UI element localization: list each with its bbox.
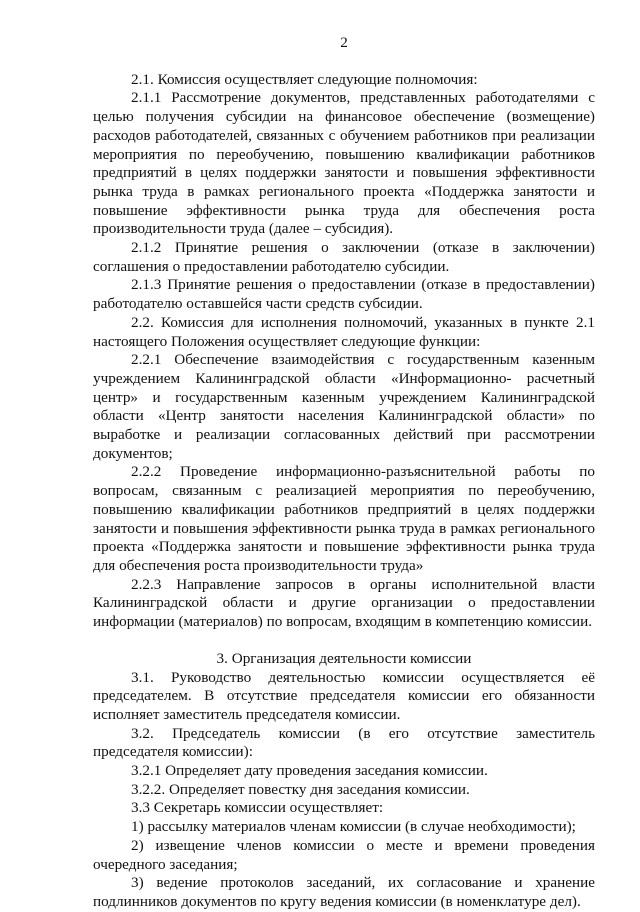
list-item-1: 1) рассылку материалов членам комиссии (в случае необходимости); [131,818,576,836]
paragraph-2-2-1: 2.2.1 Обеспечение взаимодействия с государственным казенным учреждением Калининградской области «Информационно- расчетный центр» и государственным казенным учреждением Калининградской области «Центр занятости населения Калининградской области» по выработке и реализации согласованных действий при рассмотрении документов; [93,351,595,462]
paragraph-2-2-2: 2.2.2 Проведение информационно-разъяснительной работы по вопросам, связанным с реализацией мероприятия по переобучению, повышению квалификации работников предприятий в целях поддержки занятости и повышения эффективности рынка труда в рамках регионального проекта «Поддержка занятости и повышение эффективности рынка труда для обеспечения роста производительности труда» [93,463,595,574]
paragraph-3-2: 3.2. Председатель комиссии (в его отсутствие заместитель председателя комиссии): [93,724,595,761]
paragraph-3-3: 3.3 Секретарь комиссии осуществляет: [131,799,384,817]
paragraph-2-1: 2.1. Комиссия осуществляет следующие полномочия: [131,70,478,88]
paragraph-3-2-1: 3.2.1 Определяет дату проведения заседания комиссии. [131,762,488,780]
paragraph-2-1-1: 2.1.1 Рассмотрение документов, представленных работодателями с целью получения субсидии на финансовое обеспечение (возмещение) расходов работодателей, связанных с обучением работников при реализации мероприятия по переобучению, повышению квалификации работников предприятий в целях поддержки занятости и повышения эффективности рынка труда в рамках регионального проекта «Поддержка занятости и повышение эффективности рынка труда для обеспечения роста производительности труда (далее – субсидия). [93,89,595,238]
page-number: 2 [340,34,348,51]
paragraph-2-2-3: 2.2.3 Направление запросов в органы исполнительной власти Калининградской области и другие организации о предоставлении информации (материалов) по вопросам, входящим в компетенцию комиссии. [93,575,595,631]
paragraph-2-1-2: 2.1.2 Принятие решения о заключении (отказе в заключении) соглашения о предоставлении работодателю субсидии. [93,239,595,275]
document-page [93,34,595,912]
list-item-3: 3) ведение протоколов заседаний, их согласование и хранение подлинников документов по кругу ведения комиссии (в номенклатуре дел). [93,874,595,910]
paragraph-3-2-2: 3.2.2. Определяет повестку дня заседания комиссии. [131,780,470,798]
section-title: 3. Организация деятельности комиссии [216,649,472,667]
paragraph-2-1-3: 2.1.3 Принятие решения о предоставлении (отказе в предоставлении) работодателю оставшейся части средств субсидии. [93,276,595,313]
paragraph-2-2: 2.2. Комиссия для исполнения полномочий, указанных в пункте 2.1 настоящего Положения осуществляет следующие функции: [93,313,595,350]
paragraph-3-1: 3.1. Руководство деятельностью комиссии осуществляется её председателем. В отсутствие председателя комиссии его обязанности исполняет заместитель председателя комиссии. [93,668,595,723]
list-item-2: 2) извещение членов комиссии о месте и времени проведения очередного заседания; [93,836,595,873]
